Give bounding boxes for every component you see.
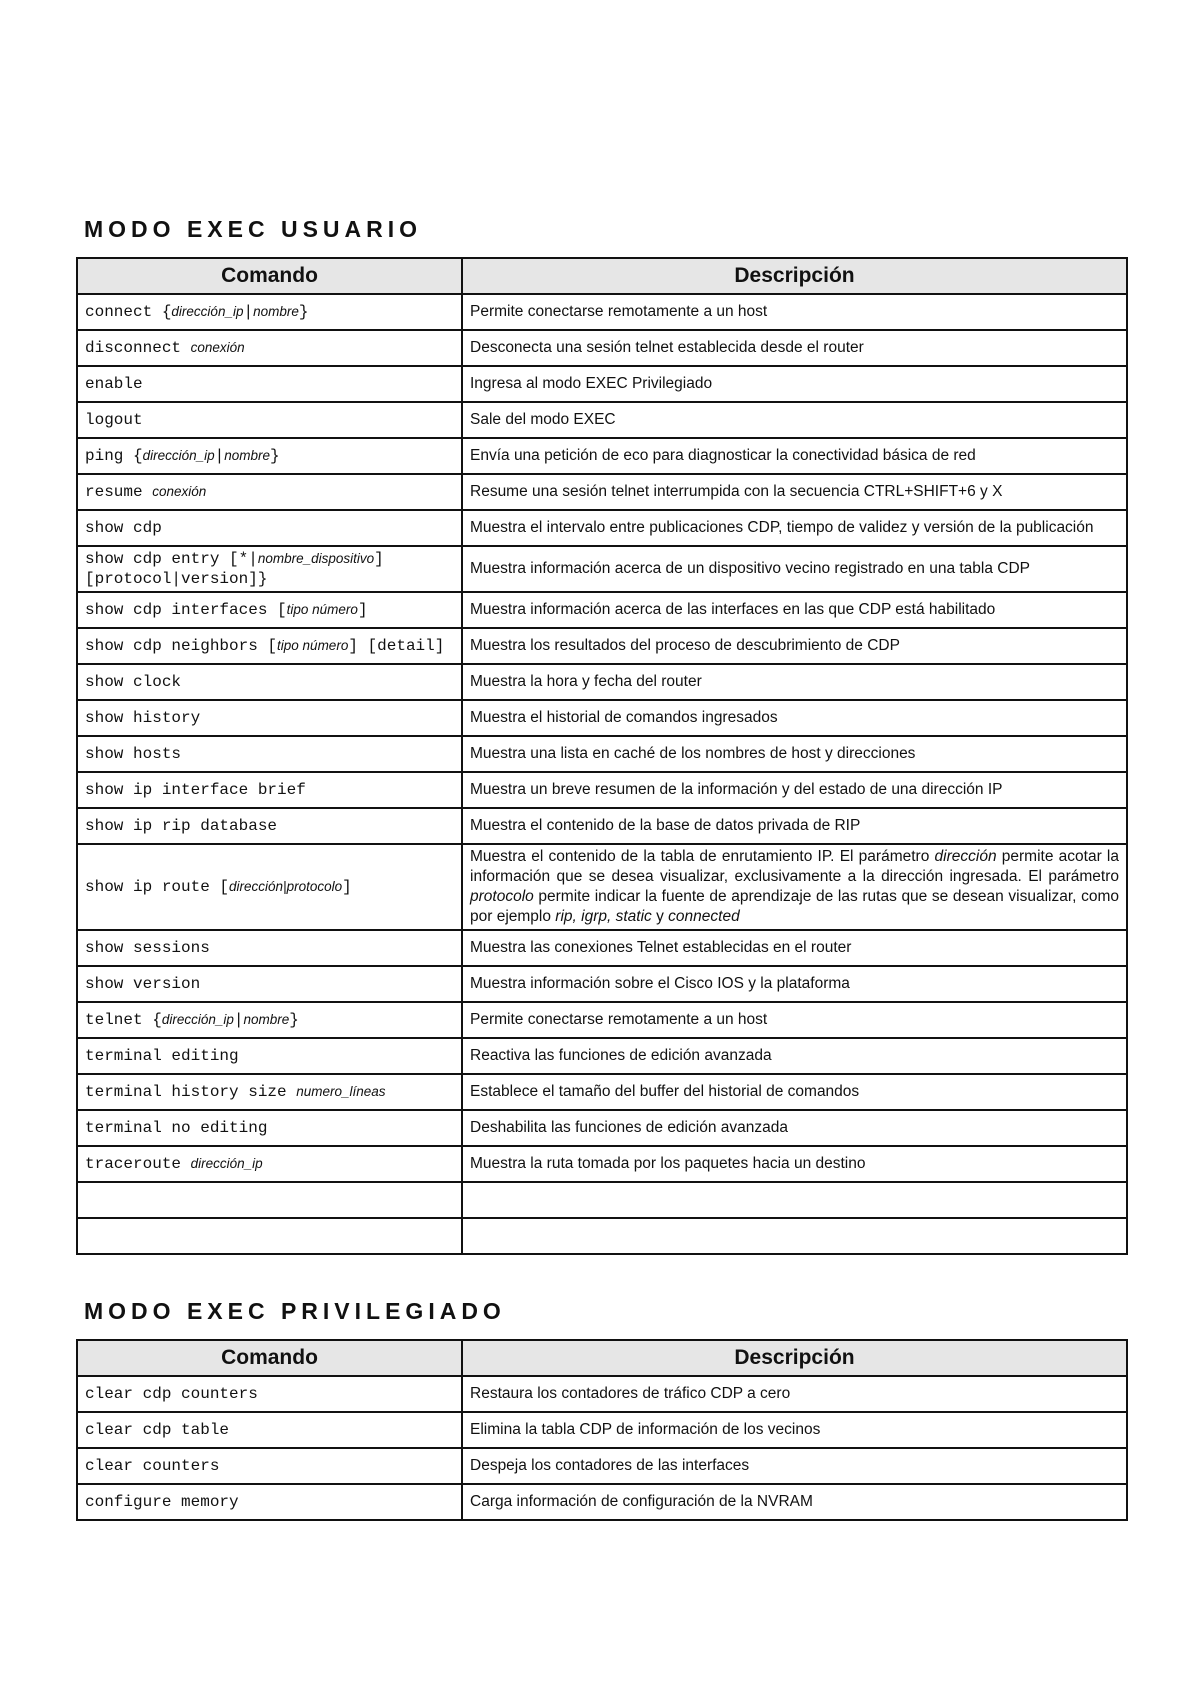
description-cell xyxy=(462,966,1127,1002)
description-cell xyxy=(462,546,1127,592)
description-text: Carga información de configuración de la NVRAM xyxy=(470,1493,813,1510)
command-cell xyxy=(77,736,462,772)
description-cell xyxy=(462,438,1127,474)
command-cell xyxy=(77,1110,462,1146)
description-text: connected xyxy=(668,908,740,925)
command-argument: nombre xyxy=(243,1012,290,1027)
table-row xyxy=(77,808,1127,844)
table-row xyxy=(77,438,1127,474)
description-text: Resume una sesión telnet interrumpida con la secuencia CTRL+SHIFT+6 y X xyxy=(470,483,1003,500)
command-cell xyxy=(77,844,462,930)
table-row xyxy=(77,1110,1127,1146)
command-text: terminal editing xyxy=(85,1047,239,1065)
command-cell xyxy=(77,772,462,808)
command-argument: conexión xyxy=(152,484,207,499)
command-cell xyxy=(77,808,462,844)
command-text: show cdp neighbors [ xyxy=(85,637,278,655)
description-text: Muestra información sobre el Cisco IOS y la plataforma xyxy=(470,975,850,992)
table-row xyxy=(77,664,1127,700)
command-cell xyxy=(77,474,462,510)
command-cell xyxy=(77,1484,462,1520)
command-text: show sessions xyxy=(85,939,210,957)
table-body-usuario xyxy=(77,294,1127,1254)
command-argument: dirección_ip xyxy=(190,1156,263,1171)
command-text: terminal history size xyxy=(85,1083,297,1101)
description-cell xyxy=(462,700,1127,736)
command-argument: nombre xyxy=(253,304,299,319)
command-cell xyxy=(77,294,462,330)
section-title-privilegiado: MODO EXEC PRIVILEGIADO xyxy=(84,1298,506,1324)
description-cell xyxy=(462,1110,1127,1146)
description-text: permite acotar la información que se desea visualizar, exclusivamente a la dirección ingresada. El parámetro xyxy=(470,848,1120,885)
command-cell xyxy=(77,966,462,1002)
header-description: Descripción xyxy=(462,258,1127,294)
table-row xyxy=(77,700,1127,736)
command-text: connect { xyxy=(85,303,172,321)
description-cell xyxy=(462,1182,1127,1218)
description-text: Muestra el intervalo entre publicaciones CDP, tiempo de validez y versión de la publicación xyxy=(470,519,1094,536)
command-text: } xyxy=(289,1011,299,1029)
description-text: Muestra el contenido de la base de datos privada de RIP xyxy=(470,817,861,834)
command-text: show cdp xyxy=(85,519,162,537)
command-cell xyxy=(77,546,462,592)
table-row xyxy=(77,736,1127,772)
command-cell xyxy=(77,1074,462,1110)
description-text: Reactiva las funciones de edición avanzada xyxy=(470,1047,772,1064)
command-text: show ip route [ xyxy=(85,878,230,896)
command-text: telnet { xyxy=(85,1011,162,1029)
description-cell xyxy=(462,1448,1127,1484)
description-text: Deshabilita las funciones de edición avanzada xyxy=(470,1119,788,1136)
command-text: configure memory xyxy=(85,1493,239,1511)
command-argument: dirección|protocolo xyxy=(229,879,343,894)
table-row xyxy=(77,366,1127,402)
table-row xyxy=(77,628,1127,664)
command-cell xyxy=(77,438,462,474)
command-text: ] xyxy=(342,878,352,896)
section-title-usuario: MODO EXEC USUARIO xyxy=(84,216,423,242)
command-text: terminal no editing xyxy=(85,1119,268,1137)
description-text: permite indicar la fuente de aprendizaje de las rutas que se desean visualizar, como por ejemplo xyxy=(470,888,1119,925)
command-text: ] [detail] xyxy=(348,637,445,655)
table-row xyxy=(77,1146,1127,1182)
command-cell xyxy=(77,592,462,628)
table-body-privilegiado xyxy=(77,1376,1127,1520)
command-cell xyxy=(77,1002,462,1038)
command-text: ] [protocol|version]} xyxy=(85,550,384,588)
description-cell xyxy=(462,1038,1127,1074)
description-cell xyxy=(462,402,1127,438)
description-text: Despeja los contadores de las interfaces xyxy=(470,1457,750,1474)
description-cell xyxy=(462,736,1127,772)
table-header-row xyxy=(77,1340,1127,1376)
command-cell xyxy=(77,1218,462,1254)
description-text: Permite conectarse remotamente a un host xyxy=(470,1011,768,1028)
description-text: Muestra una lista en caché de los nombres de host y direcciones xyxy=(470,745,916,762)
command-text: } xyxy=(270,447,280,465)
command-text: show hosts xyxy=(85,745,182,763)
description-text: dirección xyxy=(934,848,997,865)
command-cell xyxy=(77,1038,462,1074)
table-row xyxy=(77,844,1127,930)
command-text: ping { xyxy=(85,447,143,465)
description-cell xyxy=(462,664,1127,700)
table-row xyxy=(77,1182,1127,1218)
table-row xyxy=(77,1074,1127,1110)
command-text: clear counters xyxy=(85,1457,220,1475)
header-command: Comando xyxy=(77,1340,462,1376)
command-text: enable xyxy=(85,375,143,393)
description-cell xyxy=(462,592,1127,628)
table-row xyxy=(77,1002,1127,1038)
header-description: Descripción xyxy=(462,1340,1127,1376)
description-text: Ingresa al modo EXEC Privilegiado xyxy=(470,375,713,392)
description-cell xyxy=(462,772,1127,808)
command-text: resume xyxy=(85,483,153,501)
description-cell xyxy=(462,294,1127,330)
table-header-row xyxy=(77,258,1127,294)
description-text: Muestra el contenido de la tabla de enrutamiento IP. El parámetro xyxy=(470,848,935,865)
command-cell xyxy=(77,628,462,664)
command-cell xyxy=(77,664,462,700)
table-row xyxy=(77,966,1127,1002)
description-text: Muestra la ruta tomada por los paquetes hacia un destino xyxy=(470,1155,866,1172)
table-row xyxy=(77,1218,1127,1254)
command-argument: nombre_dispositivo xyxy=(257,551,375,566)
description-text: Sale del modo EXEC xyxy=(470,411,616,428)
table-row xyxy=(77,546,1127,592)
command-text: | xyxy=(233,1011,244,1029)
command-argument: numero_líneas xyxy=(296,1084,386,1099)
table-row xyxy=(77,772,1127,808)
commands-table-privilegiado xyxy=(76,1339,1128,1521)
command-cell xyxy=(77,402,462,438)
description-text: Envía una petición de eco para diagnosticar la conectividad básica de red xyxy=(470,447,976,464)
command-argument: dirección_ip xyxy=(171,304,244,319)
command-cell xyxy=(77,1412,462,1448)
table-row xyxy=(77,1448,1127,1484)
command-argument: conexión xyxy=(190,340,245,355)
table-row xyxy=(77,294,1127,330)
description-text: Restaura los contadores de tráfico CDP a cero xyxy=(470,1385,791,1402)
command-text: | xyxy=(214,447,225,465)
table-row xyxy=(77,510,1127,546)
description-text: protocolo xyxy=(470,888,534,905)
command-cell xyxy=(77,1448,462,1484)
description-cell xyxy=(462,330,1127,366)
description-text: Muestra el historial de comandos ingresados xyxy=(470,709,778,726)
command-text: show cdp interfaces [ xyxy=(85,601,287,619)
command-text: show version xyxy=(85,975,201,993)
command-text: traceroute xyxy=(85,1155,191,1173)
command-text: show ip rip database xyxy=(85,817,278,835)
command-cell xyxy=(77,930,462,966)
command-text: clear cdp table xyxy=(85,1421,230,1439)
command-cell xyxy=(77,700,462,736)
description-text: Permite conectarse remotamente a un host xyxy=(470,303,768,320)
command-argument: dirección_ip xyxy=(161,1012,234,1027)
description-text: Muestra información acerca de las interfaces en las que CDP está habilitado xyxy=(470,601,996,618)
command-cell xyxy=(77,510,462,546)
description-cell xyxy=(462,844,1127,930)
command-argument: nombre xyxy=(224,448,271,463)
command-text: disconnect xyxy=(85,339,191,357)
table-row xyxy=(77,402,1127,438)
table-row xyxy=(77,474,1127,510)
command-argument: dirección_ip xyxy=(142,448,215,463)
command-cell xyxy=(77,1182,462,1218)
command-cell xyxy=(77,366,462,402)
description-cell xyxy=(462,930,1127,966)
table-row xyxy=(77,330,1127,366)
description-text: Muestra las conexiones Telnet establecidas en el router xyxy=(470,939,852,956)
description-text: Desconecta una sesión telnet establecida desde el router xyxy=(470,339,864,356)
description-text: Establece el tamaño del buffer del historial de comandos xyxy=(470,1083,860,1100)
description-cell xyxy=(462,1376,1127,1412)
description-cell xyxy=(462,1412,1127,1448)
command-cell xyxy=(77,1376,462,1412)
command-cell xyxy=(77,330,462,366)
description-cell xyxy=(462,1146,1127,1182)
description-cell xyxy=(462,1002,1127,1038)
description-cell xyxy=(462,808,1127,844)
command-text: | xyxy=(243,303,254,321)
description-text: Muestra la hora y fecha del router xyxy=(470,673,702,690)
header-command: Comando xyxy=(77,258,462,294)
command-cell xyxy=(77,1146,462,1182)
table-row xyxy=(77,930,1127,966)
description-text: rip, igrp, static xyxy=(555,908,652,925)
command-argument: tipo número xyxy=(277,638,349,653)
command-text: } xyxy=(298,303,309,321)
table-row xyxy=(77,1484,1127,1520)
command-text: show cdp entry [*| xyxy=(85,550,258,568)
table-row xyxy=(77,592,1127,628)
command-argument: tipo número xyxy=(286,602,358,617)
command-text: clear cdp counters xyxy=(85,1385,258,1403)
command-text: logout xyxy=(85,411,143,429)
description-cell xyxy=(462,628,1127,664)
command-text: show history xyxy=(85,709,201,727)
description-cell xyxy=(462,1074,1127,1110)
table-row xyxy=(77,1038,1127,1074)
description-cell xyxy=(462,1484,1127,1520)
description-cell xyxy=(462,1218,1127,1254)
command-text: ] xyxy=(357,601,368,619)
table-row xyxy=(77,1412,1127,1448)
description-cell xyxy=(462,474,1127,510)
command-text: show ip interface brief xyxy=(85,781,306,799)
description-text: y xyxy=(651,908,669,925)
description-cell xyxy=(462,510,1127,546)
command-text: show clock xyxy=(85,673,182,691)
description-text: Muestra información acerca de un dispositivo vecino registrado en una tabla CDP xyxy=(470,560,1031,577)
description-cell xyxy=(462,366,1127,402)
description-text: Muestra un breve resumen de la información y del estado de una dirección IP xyxy=(470,781,1003,798)
description-text: Elimina la tabla CDP de información de los vecinos xyxy=(470,1421,821,1438)
commands-table-usuario xyxy=(76,257,1128,1255)
description-text: Muestra los resultados del proceso de descubrimiento de CDP xyxy=(470,637,900,654)
table-row xyxy=(77,1376,1127,1412)
